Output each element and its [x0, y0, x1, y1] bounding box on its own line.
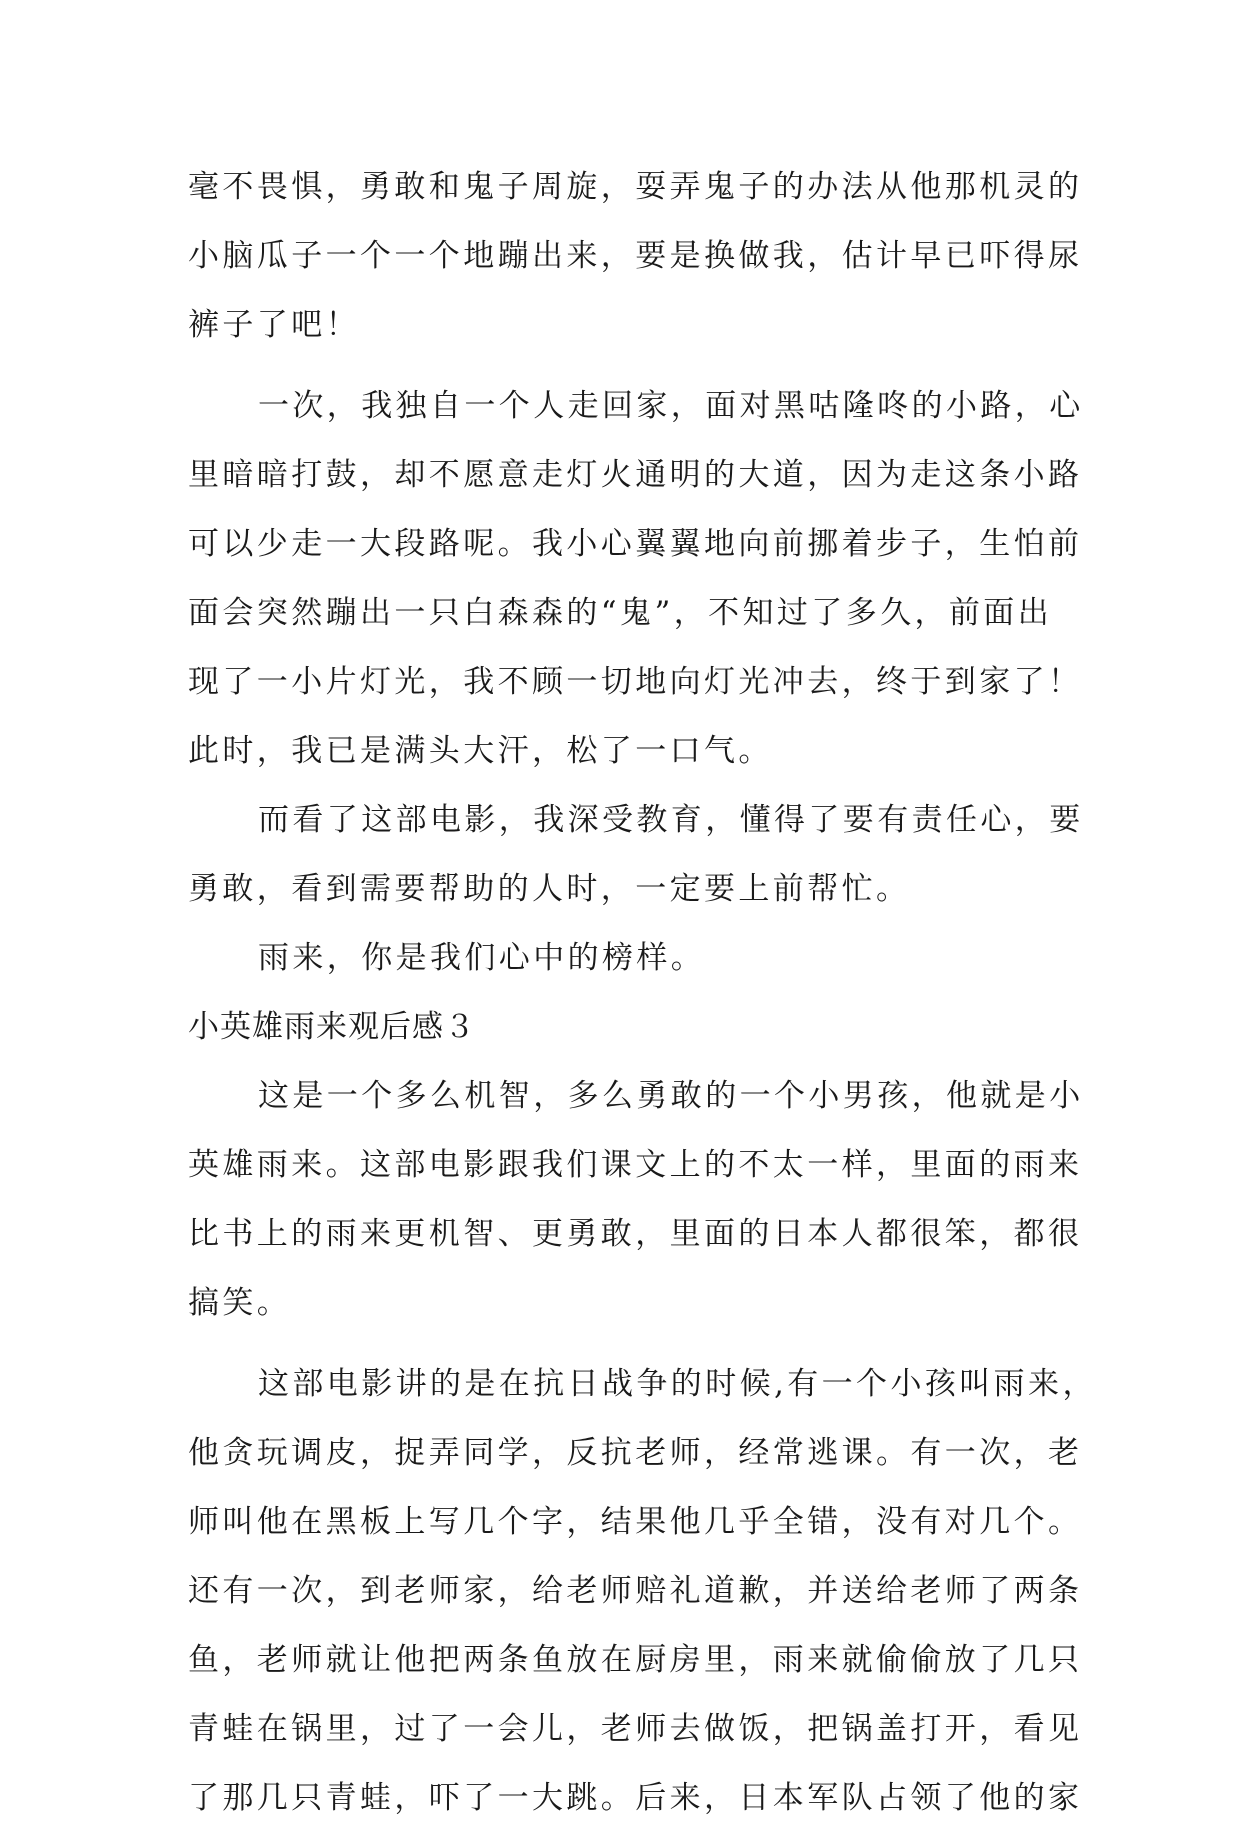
text-line: 还有一次，到老师家，给老师赔礼道歉，并送给老师了两条: [188, 1573, 1083, 1609]
text-line: 勇敢，看到需要帮助的人时，一定要上前帮忙。: [188, 871, 911, 907]
text-line: 鱼，老师就让他把两条鱼放在厨房里，雨来就偷偷放了几只: [188, 1642, 1083, 1678]
text-line: 比书上的雨来更机智、更勇敢，里面的日本人都很笨，都很: [188, 1216, 1083, 1252]
paragraph-gap: [188, 360, 1058, 372]
text-line: 小脑瓜子一个一个地蹦出来，要是换做我，估计早已吓得尿: [188, 238, 1083, 274]
text-line: 而看了这部电影，我深受教育，懂得了要有责任心，要: [258, 802, 1084, 838]
text-line: 裤子了吧！: [188, 307, 360, 343]
text-line: 可以少走一大段路呢。我小心翼翼地向前挪着步子，生怕前: [188, 526, 1083, 562]
text-line: 面会突然蹦出一只白森森的“鬼”，不知过了多久，前面出: [188, 595, 1053, 631]
text-line: 青蛙在锅里，过了一会儿，老师去做饭，把锅盖打开，看见: [188, 1711, 1083, 1747]
text-line: 英雄雨来。这部电影跟我们课文上的不太一样，里面的雨来: [188, 1147, 1083, 1183]
text-line: 雨来，你是我们心中的榜样。: [258, 940, 706, 976]
text-line: 他贪玩调皮，捉弄同学，反抗老师，经常逃课。有一次，老: [188, 1435, 1083, 1471]
text-line: 了那几只青蛙，吓了一大跳。后来，日本军队占领了他的家: [188, 1780, 1083, 1816]
text-line: 师叫他在黑板上写几个字，结果他几乎全错，没有对几个。: [188, 1504, 1083, 1540]
text-line: 此时，我已是满头大汗，松了一口气。: [188, 733, 773, 769]
text-line: 这部电影讲的是在抗日战争的时候,有一个小孩叫雨来，: [258, 1366, 1097, 1402]
text-line: 搞笑。: [188, 1285, 292, 1321]
paragraph-gap: [188, 1338, 1058, 1350]
document-body: [188, 153, 1097, 1833]
section-heading: 小英雄雨来观后感３: [188, 1009, 476, 1045]
text-line: 毫不畏惧，勇敢和鬼子周旋，耍弄鬼子的办法从他那机灵的: [188, 169, 1083, 205]
text-line: 现了一小片灯光，我不顾一切地向灯光冲去，终于到家了！: [188, 664, 1083, 700]
text-line: 里暗暗打鼓，却不愿意走灯火通明的大道，因为走这条小路: [188, 457, 1083, 493]
text-line: 这是一个多么机智，多么勇敢的一个小男孩，他就是小: [258, 1078, 1084, 1114]
text-line: 一次，我独自一个人走回家，面对黑咕隆咚的小路，心: [258, 388, 1084, 424]
